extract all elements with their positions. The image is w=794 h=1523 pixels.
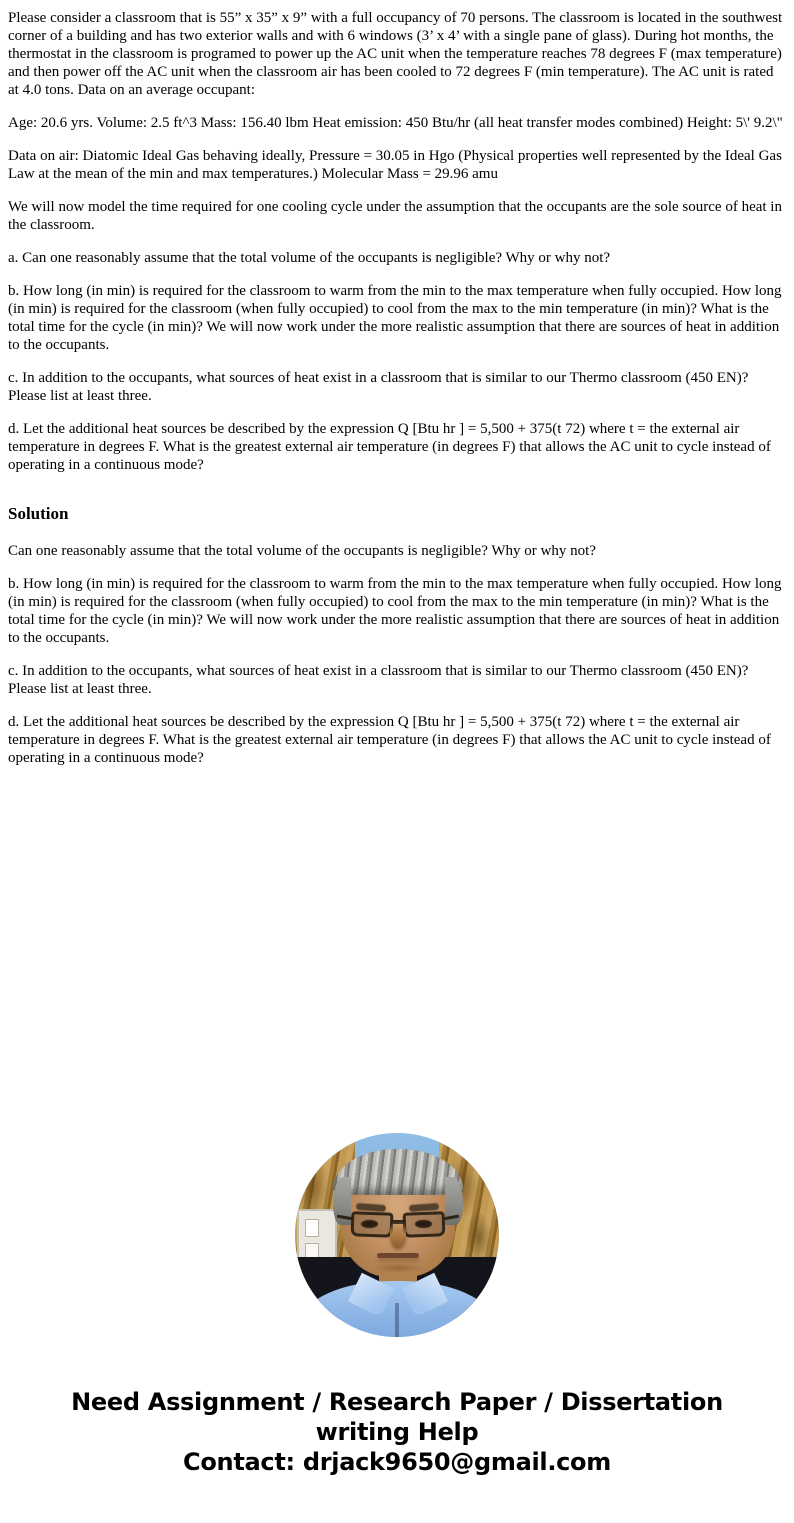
- photo-chin-shadow: [373, 1263, 423, 1273]
- question-a-paragraph: a. Can one reasonably assume that the total volume of the occupants is negligible? Why or why not?: [8, 250, 611, 266]
- solution-section: [8, 542, 786, 767]
- solution-question-d-paragraph: d. Let the additional heat sources be described by the expression Q [Btu hr ] = 5,500 + 375(t 72) where t = the external air temperature in degrees F. What is the greatest external air temperature (in degrees F) that allows the AC unit to cycle instead of operating in a continuous mode?: [8, 714, 771, 766]
- profile-photo: [295, 1133, 499, 1337]
- promo-heading-line1: Need Assignment / Research Paper / Dissertation: [71, 1388, 723, 1416]
- question-c-paragraph: c. In addition to the occupants, what sources of heat exist in a classroom that is similar to our Thermo classroom (450 EN)? Please list at least three.: [8, 370, 749, 404]
- solution-question-b-paragraph: b. How long (in min) is required for the classroom to warm from the min to the max temperature when fully occupied. How long (in min) is required for the classroom (when fully occupied) to cool from the max to the min temperature (in min)? What is the total time for the cycle (in min)? We will now work under the more realistic assumption that there are sources of heat in addition to the occupants.: [8, 576, 782, 646]
- promo-footer: [8, 1387, 786, 1477]
- photo-door-pane: [305, 1219, 319, 1237]
- question-d-paragraph: d. Let the additional heat sources be described by the expression Q [Btu hr ] = 5,500 + 375(t 72) where t = the external air temperature in degrees F. What is the greatest external air temperature (in degrees F) that allows the AC unit to cycle instead of operating in a continuous mode?: [8, 421, 771, 473]
- photo-glasses-lens-right: [403, 1211, 446, 1237]
- problem-statement: [8, 9, 786, 474]
- occupant-data-paragraph: Age: 20.6 yrs. Volume: 2.5 ft^3 Mass: 156.40 lbm Heat emission: 450 Btu/hr (all heat transfer modes combined) Height: 5\' 9.2\": [8, 115, 783, 131]
- profile-photo-container: [295, 1133, 499, 1337]
- photo-shirt-placket: [395, 1303, 399, 1337]
- promo-contact-email: Contact: drjack9650@gmail.com: [183, 1448, 611, 1476]
- photo-nose: [390, 1221, 406, 1247]
- solution-heading: Solution: [8, 504, 69, 523]
- problem-intro-paragraph: Please consider a classroom that is 55” x 35” x 9” with a full occupancy of 70 persons. The classroom is located in the southwest corner of a building and has two exterior walls and with 6 windows (3’ x 4’ with a single pane of glass). During hot months, the thermostat in the classroom is programed to power up the AC unit when the temperature reaches 78 degrees F (max temperature) and then power off the AC unit when the classroom air has been cooled to 72 degrees F (min temperature). The AC unit is rated at 4.0 tons. Data on an average occupant:: [8, 10, 783, 98]
- question-b-paragraph: b. How long (in min) is required for the classroom to warm from the min to the max temperature when fully occupied. How long (in min) is required for the classroom (when fully occupied) to cool from the max to the min temperature (in min)? What is the total time for the cycle (in min)? We will now work under the more realistic assumption that there are sources of heat in addition to the occupants.: [8, 283, 782, 353]
- photo-mouth: [377, 1253, 419, 1258]
- model-intro-paragraph: We will now model the time required for one cooling cycle under the assumption that the occupants are the sole source of heat in the classroom.: [8, 199, 782, 233]
- air-data-paragraph: Data on air: Diatomic Ideal Gas behaving ideally, Pressure = 30.05 in Hgo (Physical properties well represented by the Ideal Gas Law at the mean of the min and max temperatures.) Molecular Mass = 29.96 amu: [8, 148, 782, 182]
- solution-question-a-paragraph: Can one reasonably assume that the total volume of the occupants is negligible? Why or why not?: [8, 543, 596, 559]
- solution-question-c-paragraph: c. In addition to the occupants, what sources of heat exist in a classroom that is similar to our Thermo classroom (450 EN)? Please list at least three.: [8, 663, 749, 697]
- photo-glasses-lens-left: [351, 1211, 394, 1237]
- promo-heading-line2: writing Help: [315, 1418, 479, 1446]
